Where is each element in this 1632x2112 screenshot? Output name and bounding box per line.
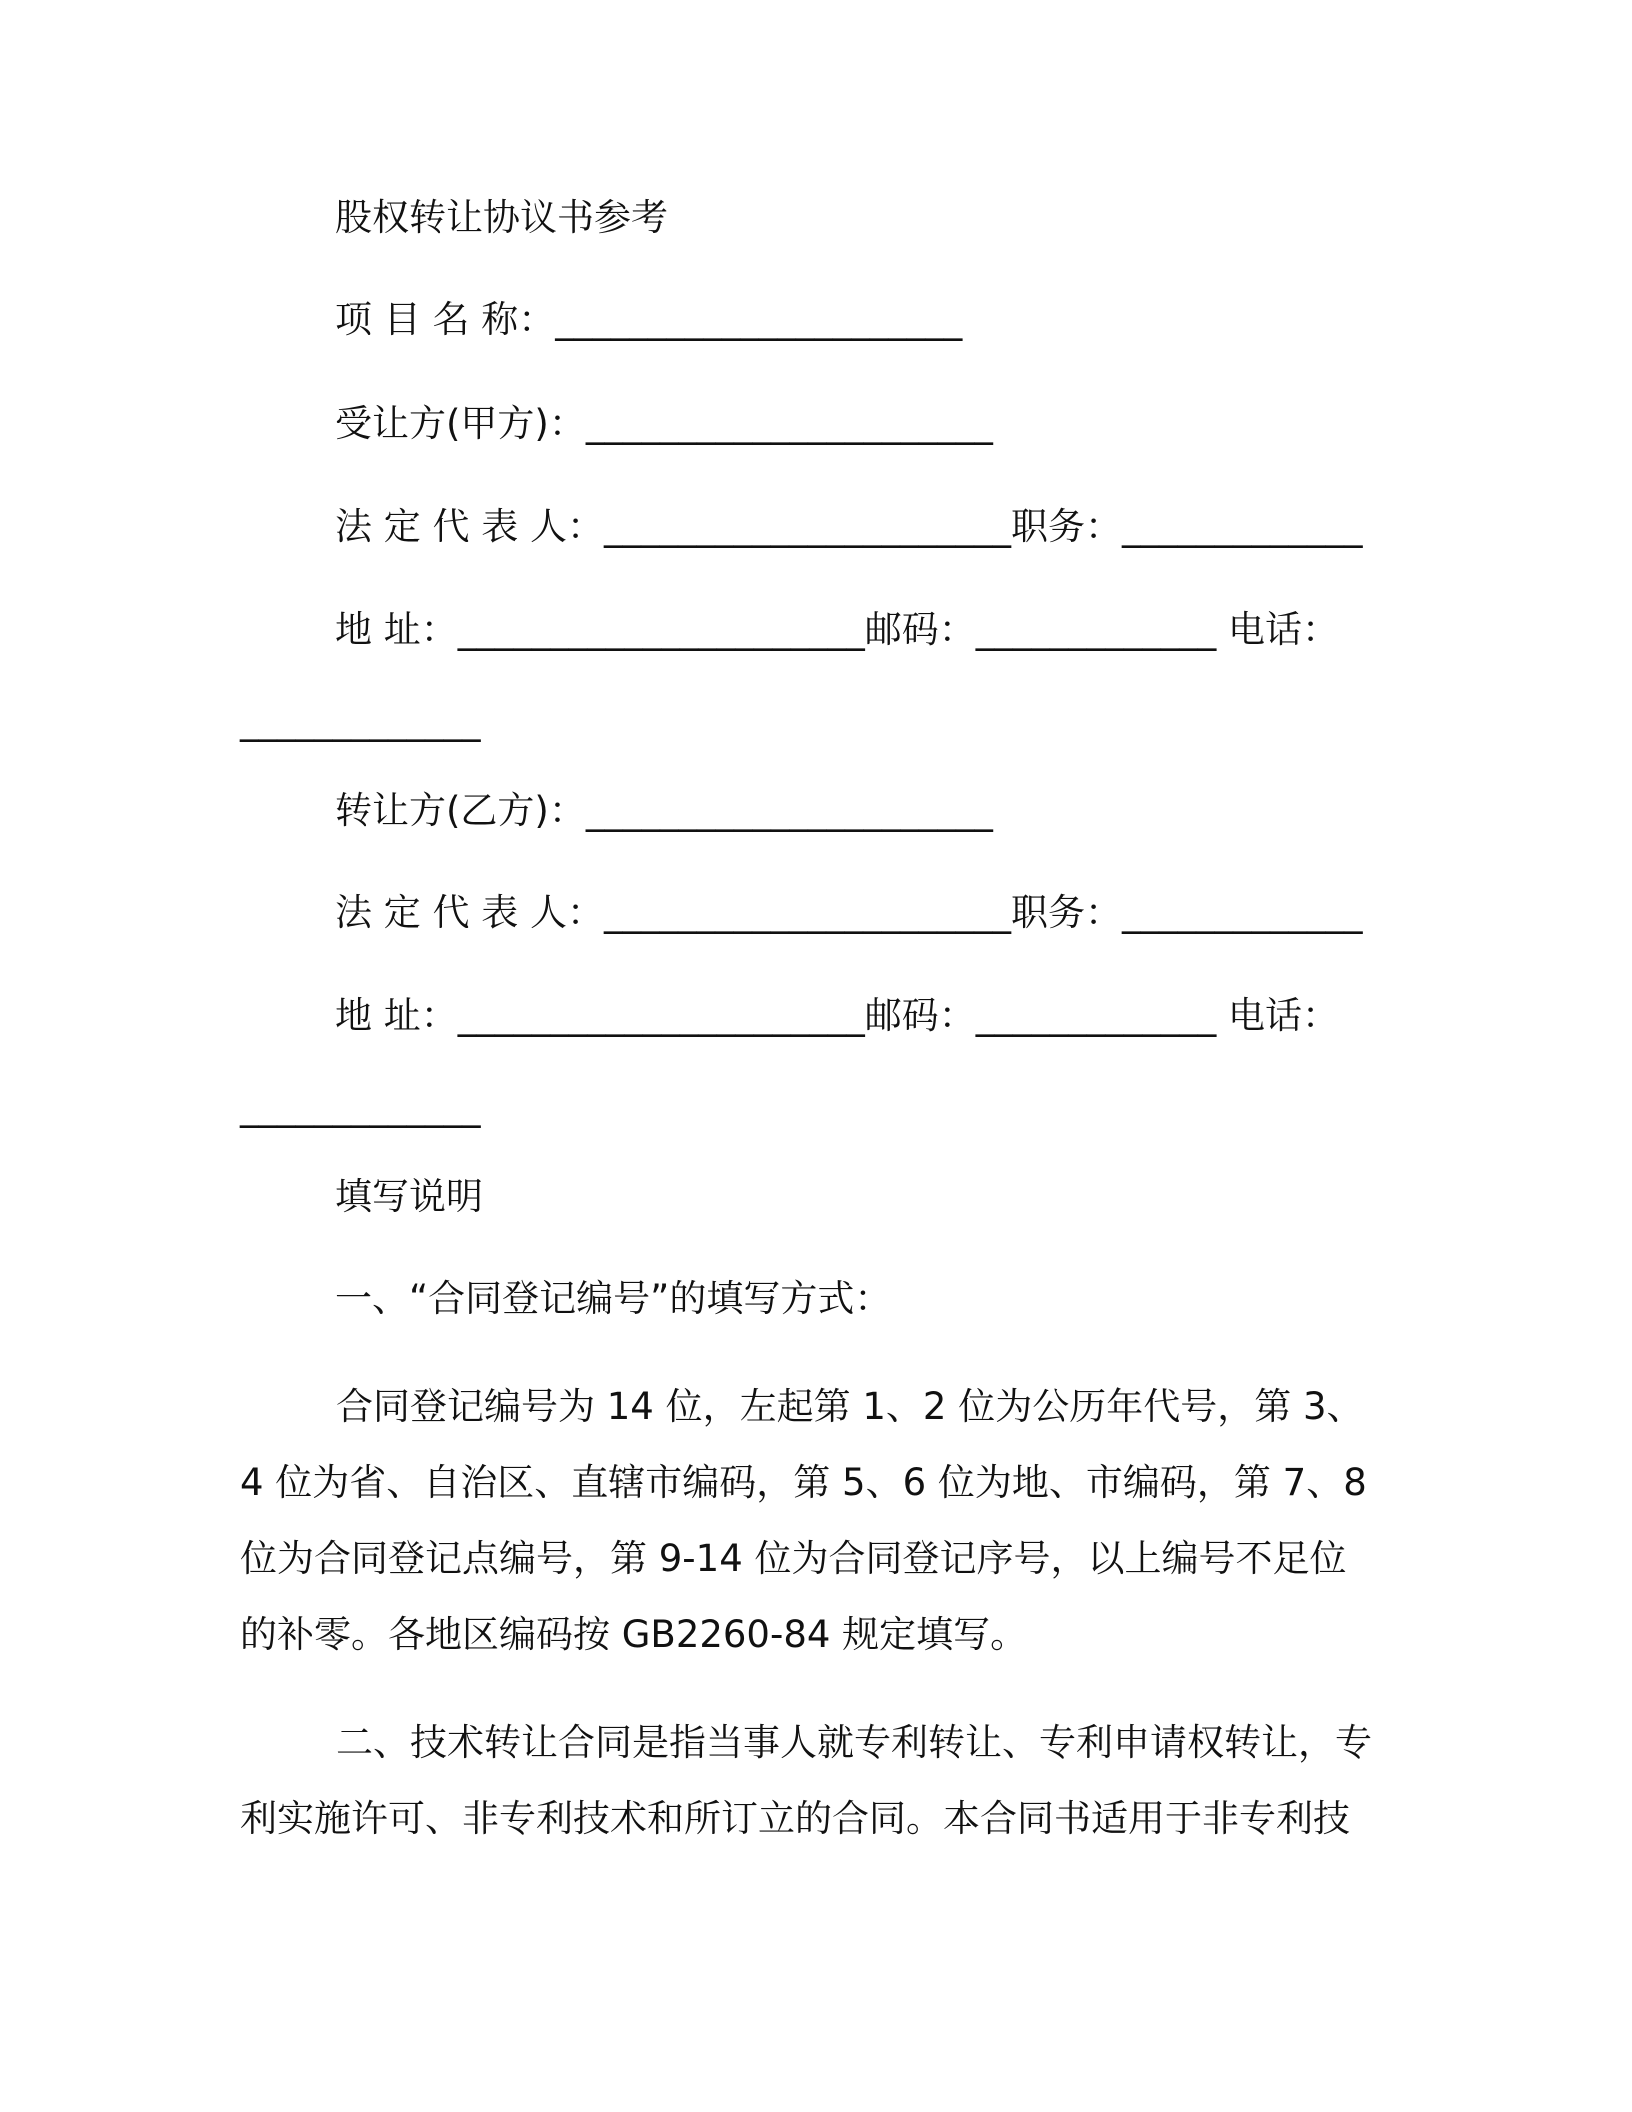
instructions-heading: 填写说明 — [335, 1175, 483, 1218]
transferee-field: 受让方(甲方)：______________________ — [335, 402, 993, 445]
phone-blank-party-a: _____________ — [240, 699, 481, 742]
section-1-heading: 一、“合同登记编号”的填写方式： — [335, 1277, 892, 1320]
address-field-party-b: 地 址：______________________邮码：_____________ 电话： — [335, 994, 1340, 1037]
section-1-body: 合同登记编号为 14 位，左起第 1、2 位为公历年代号，第 3、4 位为省、自治区、直辖市编码，第 5、6 位为地、市编码，第 7、8 位为合同登记点编号，第 9-14 位为合同登记序号，以上编号不足位的补零。各地区编码按 GB2260-84 规定填写。 — [240, 1385, 1367, 1656]
document-title: 股权转让协议书参考 — [335, 196, 668, 239]
section-2-body: 二、技术转让合同是指当事人就专利转让、专利申请权转让，专利实施许可、非专利技术和所订立的合同。本合同书适用于非专利技 — [240, 1721, 1372, 1840]
transferor-field: 转让方(乙方)：______________________ — [335, 789, 993, 832]
phone-blank-party-b: _____________ — [240, 1085, 481, 1128]
project-name-field: 项 目 名 称：______________________ — [335, 298, 963, 341]
legal-rep-field-party-a: 法 定 代 表 人：______________________职务：_____________ — [335, 505, 1363, 548]
address-field-party-a: 地 址：______________________邮码：_____________ 电话： — [335, 608, 1340, 651]
legal-rep-field-party-b: 法 定 代 表 人：______________________职务：_____________ — [335, 891, 1363, 934]
